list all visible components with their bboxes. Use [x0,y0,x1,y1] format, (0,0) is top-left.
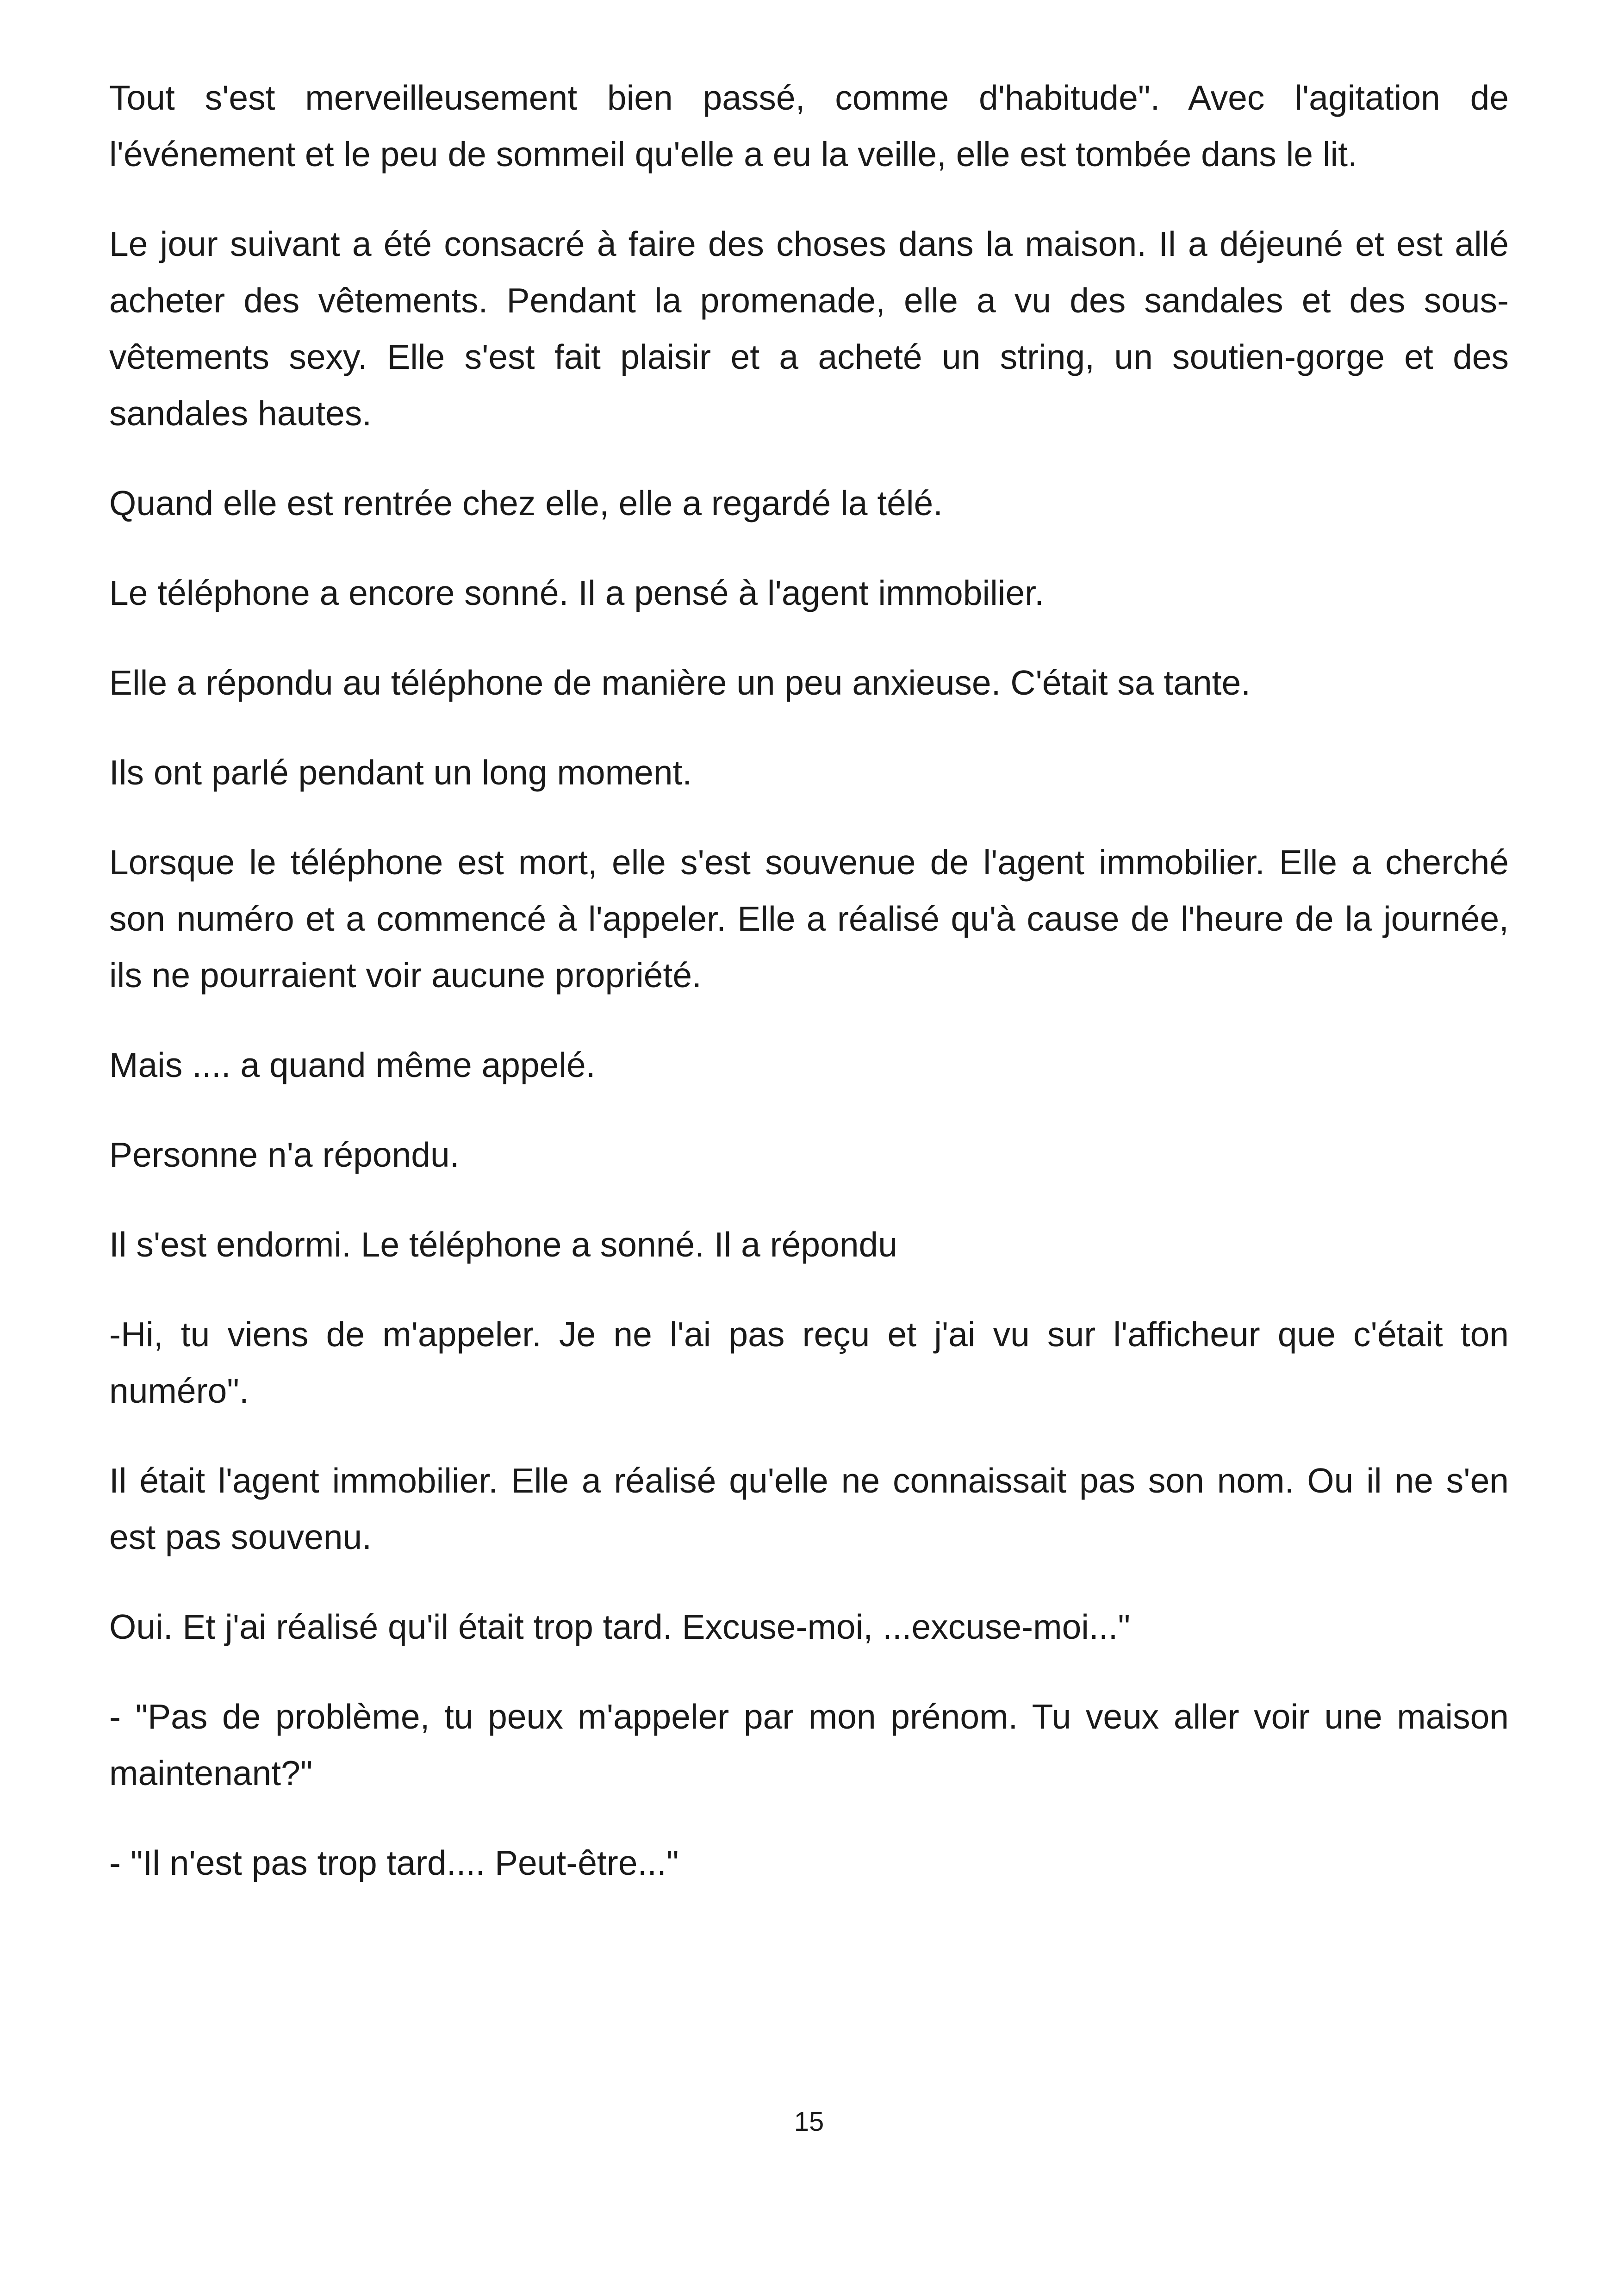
paragraph: Le téléphone a encore sonné. Il a pensé à l'agent immobilier. [109,573,1044,612]
page-number: 15 [794,2107,824,2137]
paragraph: Personne n'a répondu. [109,1135,460,1174]
paragraph: Tout s'est merveilleusement bien passé, comme d'habitude". Avec l'agitation de l'événement et le peu de sommeil qu'elle a eu la veille, elle est tombée dans le lit. [109,78,1509,174]
paragraph: Mais .... a quand même appelé. [109,1045,596,1084]
paragraph: Elle a répondu au téléphone de manière un peu anxieuse. C'était sa tante. [109,663,1251,702]
paragraph: Lorsque le téléphone est mort, elle s'est souvenue de l'agent immobilier. Elle a cherché son numéro et a commencé à l'appeler. Elle a réalisé qu'à cause de l'heure de la journée, ils ne pourraient voir aucune propriété. [109,843,1509,995]
body-text [109,69,1509,1924]
paragraph: - "Il n'est pas trop tard.... Peut-être..." [109,1843,679,1882]
paragraph: Le jour suivant a été consacré à faire des choses dans la maison. Il a déjeuné et est allé acheter des vêtements. Pendant la promenade, elle a vu des sandales et des sous-vêtements sexy. Elle s'est fait plaisir et a acheté un string, un soutien-gorge et des sandales hautes. [109,224,1509,433]
paragraph: Il s'est endormi. Le téléphone a sonné. Il a répondu [109,1225,897,1264]
paragraph: Ils ont parlé pendant un long moment. [109,753,692,792]
paragraph: Il était l'agent immobilier. Elle a réalisé qu'elle ne connaissait pas son nom. Ou il ne s'en est pas souvenu. [109,1461,1509,1556]
paragraph: -Hi, tu viens de m'appeler. Je ne l'ai pas reçu et j'ai vu sur l'afficheur que c'était ton numéro". [109,1315,1509,1410]
paragraph: Quand elle est rentrée chez elle, elle a regardé la télé. [109,484,943,523]
paragraph: - "Pas de problème, tu peux m'appeler par mon prénom. Tu veux aller voir une maison maintenant?" [109,1697,1509,1792]
paragraph: Oui. Et j'ai réalisé qu'il était trop tard. Excuse-moi, ...excuse-moi..." [109,1607,1131,1646]
